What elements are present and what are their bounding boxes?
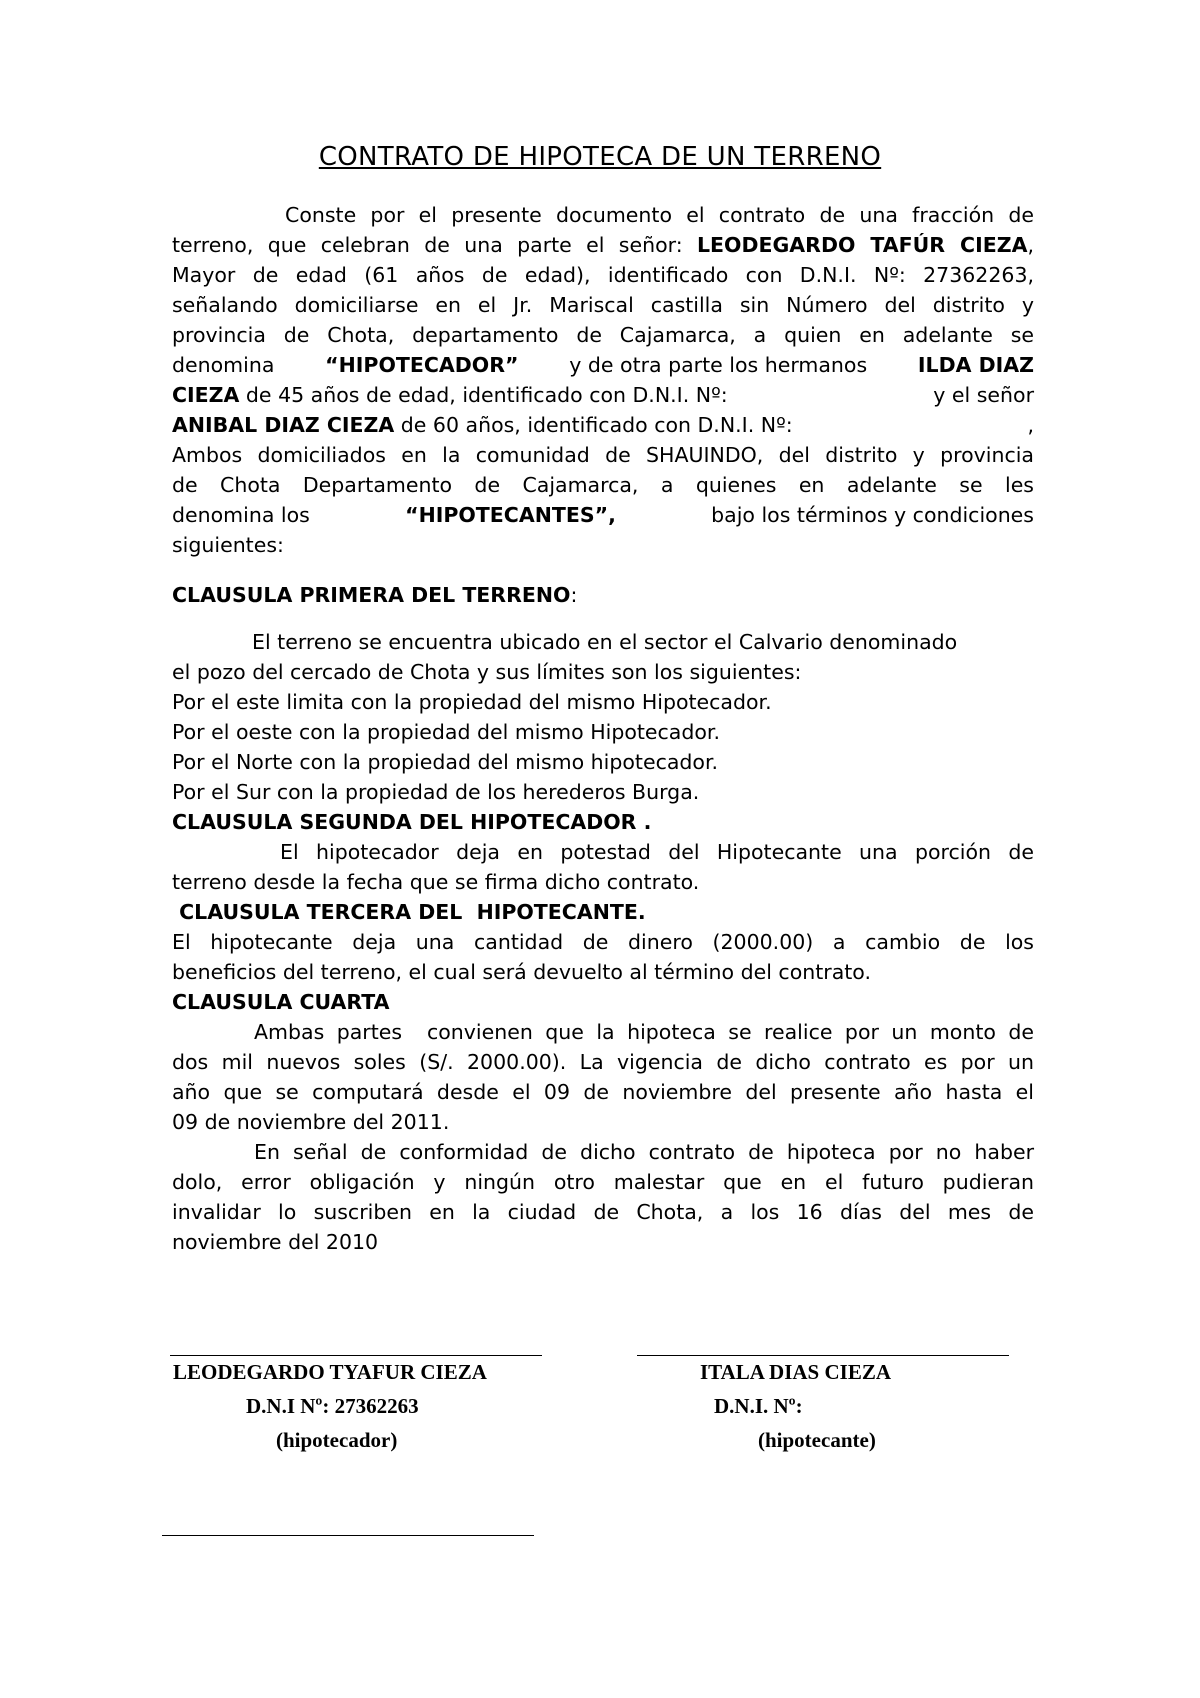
intro-text: , — [1027, 233, 1034, 257]
document-title: CONTRATO DE HIPOTECA DE UN TERRENO — [318, 142, 882, 172]
intro-text: denomina — [172, 353, 275, 377]
intro-line: Conste por el presente documento el contrato de una fracción de — [285, 203, 1034, 227]
blank-dni-field — [793, 410, 1028, 440]
intro-line: Ambos domiciliados en la comunidad de SHAUINDO, del distrito y provincia — [172, 443, 1034, 467]
clause-line: 09 de noviembre del 2011. — [172, 1110, 450, 1134]
signature-line-right — [637, 1355, 1009, 1356]
clause-line: En señal de conformidad de dicho contrato de hipoteca por no haber — [254, 1140, 1034, 1164]
clause-line: Por el oeste con la propiedad del mismo Hipotecador. — [172, 720, 720, 744]
heading-text: CLAUSULA PRIMERA DEL TERRENO — [172, 583, 571, 607]
clause-line: Por el Sur con la propiedad de los herederos Burga. — [172, 780, 700, 804]
clause-line: beneficios del terreno, el cual será devuelto al término del contrato. — [172, 960, 871, 984]
intro-text: de 60 años, identificado con D.N.I. Nº: — [394, 413, 793, 437]
clause-line: terreno desde la fecha que se firma dicho contrato. — [172, 870, 700, 894]
clause-line: El hipotecador deja en potestad del Hipotecante una porción de — [280, 840, 1034, 864]
hipotecador-name: LEODEGARDO TAFÚR CIEZA — [696, 233, 1028, 257]
intro-line — [172, 500, 1034, 530]
clause-line: el pozo del cercado de Chota y sus límites son los siguientes: — [172, 660, 802, 684]
hipotecador-term: “HIPOTECADOR” — [325, 353, 519, 377]
clause-line: El terreno se encuentra ubicado en el sector el Calvario denominado — [252, 630, 958, 654]
clausula-segunda-heading: CLAUSULA SEGUNDA DEL HIPOTECADOR . — [172, 810, 652, 834]
intro-text: bajo los términos y condiciones — [711, 503, 1034, 527]
intro-line — [172, 380, 1034, 410]
intro-line — [172, 410, 1034, 440]
intro-line — [172, 230, 1034, 260]
signature-dni-right: D.N.I. Nº: — [714, 1394, 803, 1418]
intro-line: provincia de Chota, departamento de Cajamarca, a quien en adelante se — [172, 323, 1034, 347]
clause-line: Por el Norte con la propiedad del mismo hipotecador. — [172, 750, 719, 774]
hipotecante-name-1: ILDA DIAZ — [917, 353, 1034, 377]
intro-line — [172, 350, 1034, 380]
clause-line: Por el este limita con la propiedad del mismo Hipotecador. — [172, 690, 772, 714]
hipotecantes-term: “HIPOTECANTES”, — [405, 503, 616, 527]
intro-text: terreno, que celebran de una parte el señor: — [172, 233, 697, 257]
intro-line: de Chota Departamento de Cajamarca, a quienes en adelante se les — [172, 473, 1034, 497]
signature-line-extra — [162, 1535, 534, 1536]
intro-text: , — [1027, 413, 1034, 437]
signature-role-right: (hipotecante) — [758, 1428, 876, 1452]
intro-text: y el señor — [933, 383, 1034, 407]
clause-line: Ambas partes convienen que la hipoteca se realice por un monto de — [254, 1020, 1034, 1044]
intro-line: señalando domiciliarse en el Jr. Mariscal castilla sin Número del distrito y — [172, 293, 1034, 317]
signature-dni-left: D.N.I Nº: 27362263 — [246, 1394, 419, 1418]
clause-line: invalidar lo suscriben en la ciudad de Chota, a los 16 días del mes de — [172, 1200, 1034, 1224]
signature-role-left: (hipotecador) — [276, 1428, 398, 1452]
clause-line: El hipotecante deja una cantidad de dinero (2000.00) a cambio de los — [172, 930, 1034, 954]
clause-line: dolo, error obligación y ningún otro malestar que en el futuro pudieran — [172, 1170, 1034, 1194]
intro-line: siguientes: — [172, 533, 284, 557]
clausula-primera-body — [172, 627, 1034, 1257]
signature-name-left: LEODEGARDO TYAFUR CIEZA — [173, 1360, 487, 1384]
intro-paragraph — [172, 200, 1034, 560]
clause-line: dos mil nuevos soles (S/. 2000.00). La vigencia de dicho contrato es por un — [172, 1050, 1034, 1074]
intro-text: de 45 años de edad, identificado con D.N.I. Nº: — [239, 383, 728, 407]
intro-text: y de otra parte los hermanos — [569, 353, 868, 377]
intro-line: Mayor de edad (61 años de edad), identificado con D.N.I. Nº: 27362263, — [172, 263, 1034, 287]
hipotecante-name-2: ANIBAL DIAZ CIEZA — [172, 413, 395, 437]
signature-line-left — [170, 1355, 542, 1356]
clause-line: noviembre del 2010 — [172, 1230, 379, 1254]
hipotecante-name-1-cont: CIEZA — [172, 383, 240, 407]
clausula-cuarta-heading: CLAUSULA CUARTA — [172, 990, 390, 1014]
clausula-primera-heading — [172, 580, 1034, 610]
signature-name-right: ITALA DIAS CIEZA — [700, 1360, 891, 1384]
clausula-tercera-heading: CLAUSULA TERCERA DEL HIPOTECANTE. — [172, 900, 646, 924]
clause-line: año que se computará desde el 09 de noviembre del presente año hasta el — [172, 1080, 1034, 1104]
intro-text: denomina los — [172, 503, 310, 527]
blank-dni-field — [728, 380, 934, 410]
heading-colon: : — [570, 583, 578, 607]
